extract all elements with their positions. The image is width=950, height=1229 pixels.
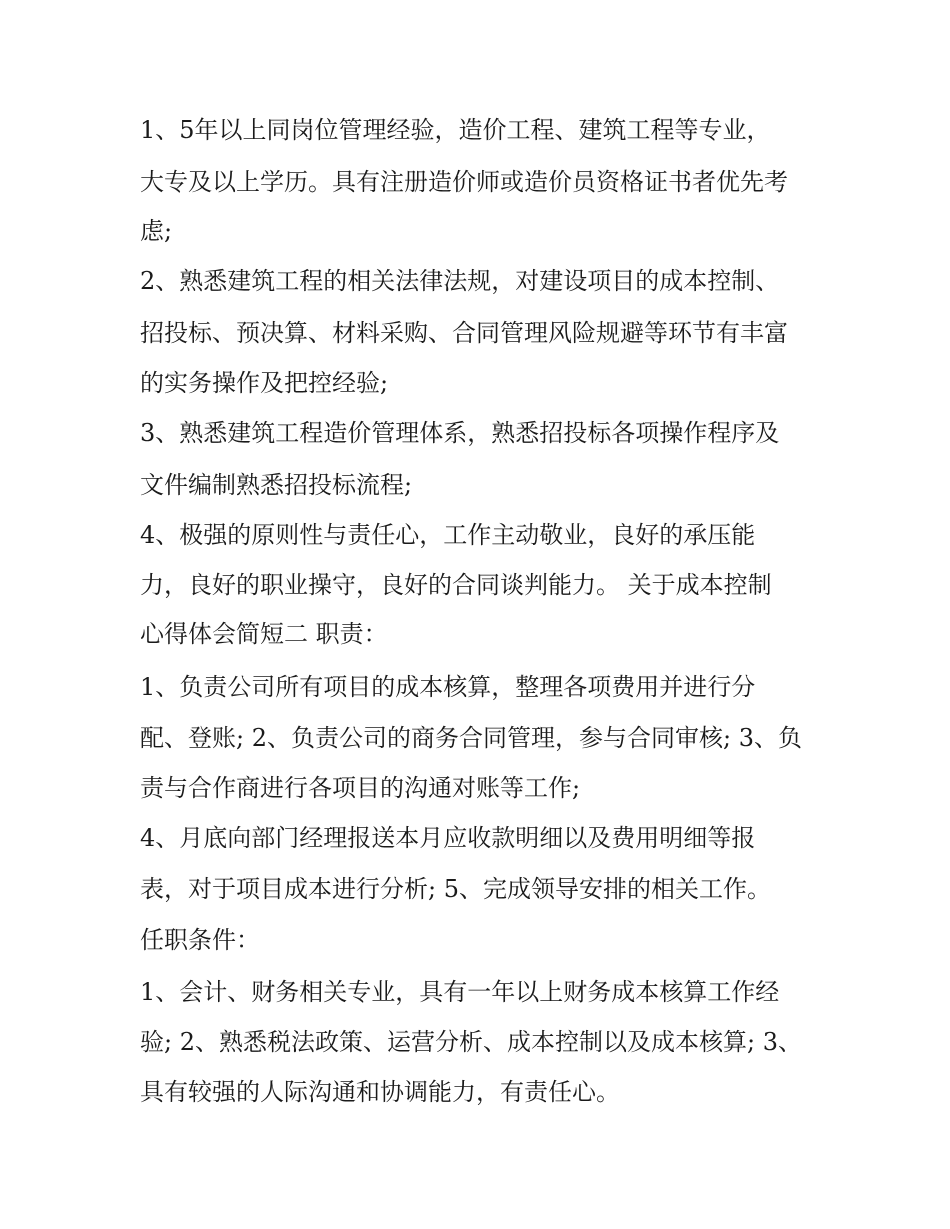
text-line: 1、会计、财务相关专业，具有一年以上财务成本核算工作经	[140, 978, 780, 1006]
text-line: 3、熟悉建筑工程造价管理体系，熟悉招投标各项操作程序及	[140, 419, 780, 447]
text-line: 4、极强的原则性与责任心，工作主动敬业，良好的承压能	[140, 521, 756, 549]
text-line: 1、5年以上同岗位管理经验，造价工程、建筑工程等专业，	[140, 116, 771, 144]
text-line: 文件编制熟悉招投标流程;	[140, 471, 413, 499]
text-line: 的实务操作及把控经验;	[140, 369, 389, 397]
text-line: 2、熟悉建筑工程的相关法律法规，对建设项目的成本控制、	[140, 267, 780, 295]
text-line: 大专及以上学历。具有注册造价师或造价员资格证书者优先考	[140, 168, 788, 196]
text-line: 1、负责公司所有项目的成本核算，整理各项费用并进行分	[140, 673, 756, 701]
text-line: 具有较强的人际沟通和协调能力，有责任心。	[140, 1078, 620, 1106]
text-line: 虑;	[140, 217, 173, 245]
text-line: 表，对于项目成本进行分析; 5、完成领导安排的相关工作。	[140, 875, 771, 903]
text-line: 责与合作商进行各项目的沟通对账等工作;	[140, 774, 581, 802]
text-line: 验; 2、熟悉税法政策、运营分析、成本控制以及成本核算; 3、	[140, 1028, 802, 1056]
text-line: 任职条件：	[140, 926, 260, 954]
text-line: 心得体会简短二 职责：	[140, 620, 388, 648]
text-line: 力，良好的职业操守，良好的合同谈判能力。 关于成本控制	[140, 571, 772, 599]
text-line: 招投标、预决算、材料采购、合同管理风险规避等环节有丰富	[140, 319, 788, 347]
text-line: 配、登账; 2、负责公司的商务合同管理，参与合同审核; 3、负	[140, 724, 802, 752]
text-line: 4、月底向部门经理报送本月应收款明细以及费用明细等报	[140, 824, 756, 852]
